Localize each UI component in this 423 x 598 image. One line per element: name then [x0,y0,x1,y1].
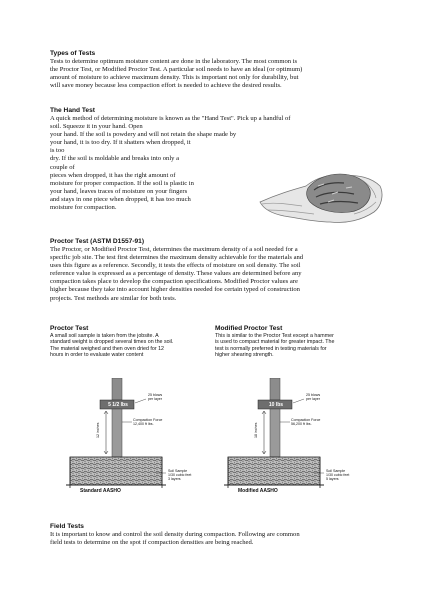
modified-proctor-section [215,325,385,359]
text-line: dry. If the soil is moldable and breaks into only a [50,155,180,163]
text-line: compaction takes place to develop the compaction specifications. Modified Proctor values are [50,278,298,286]
text-line: your hand, it is too dry. If it shatters when dropped, it [50,139,191,147]
text-line: standard weight is dropped several times on the soil. [50,339,174,346]
text-line: higher shearing strength. [215,352,274,359]
standard-force-label: Compaction Force 12,400 ft lbs. [133,418,163,427]
text-line: your hand, leaves traces of moisture on your fingers [50,187,188,195]
standard-proctor-section [50,325,212,359]
proctor-test-section [50,238,390,303]
text-line: field tests to determine on the spot if compaction densities are being reached. [50,539,254,547]
text-line: higher because they take into account higher densities needed foe certain typed of construction [50,286,300,294]
types-of-tests-section [50,50,390,90]
standard-blows-label: 25 blows per layer [148,393,163,402]
text-line: It is important to know and control the soil density during compaction. Following are common [50,531,300,538]
text-line: and stays in one piece when dropped, it has too much [50,195,191,203]
text-line: This is similar to the Proctor Test except a hammer [215,333,334,339]
modified-force-label: Compaction Force 56,200 ft lbs. [291,418,321,427]
text-line: will save money because less compaction effort is needed to achieve the desired results. [50,82,282,90]
field-tests-heading: Field Tests [50,523,84,530]
text-line: pieces when dropped, it has the right amount of [50,171,176,179]
standard-weight-label: 5 1/2 lbs [108,401,128,408]
text-line: soil. Squeeze it in your hand. Open [50,123,143,131]
modified-weight-label: 10 lbs [268,401,284,408]
text-line: moisture for proper compaction. If the soil is plastic in [50,179,194,187]
text-line: amount of moisture to achieve maximum density. This is important not only for durability, but [50,74,299,82]
standard-aasho-diagram [60,378,210,496]
hand-icon [260,174,382,223]
types-of-tests-paragraph [50,58,390,90]
text-line: The material weighed and then oven dried for 12 [50,345,164,352]
text-line: The Proctor, or Modified Proctor Test, determines the maximum density of a soil needed for a [50,246,298,253]
proctor-test-paragraph [50,246,390,303]
text-line: uses this figure as a reference. Secondly, it tests the effects of moisture on soil density. The soil [50,262,301,270]
text-line: your hand. If the soil is powdery and will not retain the shape made by [50,131,237,139]
text-line: reference value is expressed as a percentage of density. These values are determined before any [50,270,302,278]
standard-drop-label: 12 inches [96,422,100,438]
text-line: hours in order to evaluate water content [50,352,144,359]
proctor-test-heading: Proctor Test (ASTM D1557-91) [50,238,145,245]
text-line: couple of [50,163,75,171]
standard-proctor-heading: Proctor Test [50,325,89,332]
modified-sample-label: Soil Sample 1/30 cubic feet 5 layers [326,469,350,482]
field-tests-section [50,523,390,547]
modified-aasho-diagram [218,378,368,496]
hand-test-heading: The Hand Test [50,107,95,114]
text-line: moisture for compaction. [50,204,117,212]
modified-proctor-description [215,333,385,359]
text-line: the Proctor Test, or Modified Proctor Test. A particular soil needs to have an ideal (or optimum) [50,66,303,74]
field-tests-paragraph [50,531,390,547]
standard-aasho-caption: Standard AASHO [80,488,121,494]
text-line: A quick method of determining moisture is known as the "Hand Test". Pick up a handful of [50,115,291,122]
standard-sample-label: Soil Sample 1/30 cubic feet 3 layers [168,469,192,482]
types-of-tests-heading: Types of Tests [50,50,96,57]
text-line: projects. Test methods are similar for both tests. [50,294,177,302]
text-line: is too [50,147,65,155]
text-line: is used to compact material for greater impact. The [215,339,335,346]
hand-squeezing-soil-illustration [258,150,388,230]
text-line: test is normally preferred in testing materials for [215,345,327,352]
modified-proctor-heading: Modified Proctor Test [215,325,283,332]
standard-proctor-description [50,333,212,359]
text-line: Tests to determine optimum moisture content are done in the laboratory. The most common is [50,58,298,65]
text-line: A small soil sample is taken from the jobsite. A [50,333,159,339]
modified-drop-label: 18 inches [254,422,258,438]
text-line: specific job site. The test first determines the maximum density achievable for the materials and [50,254,304,262]
modified-aasho-caption: Modified AASHO [238,488,278,494]
modified-blows-label: 25 blows per layer [306,393,321,402]
